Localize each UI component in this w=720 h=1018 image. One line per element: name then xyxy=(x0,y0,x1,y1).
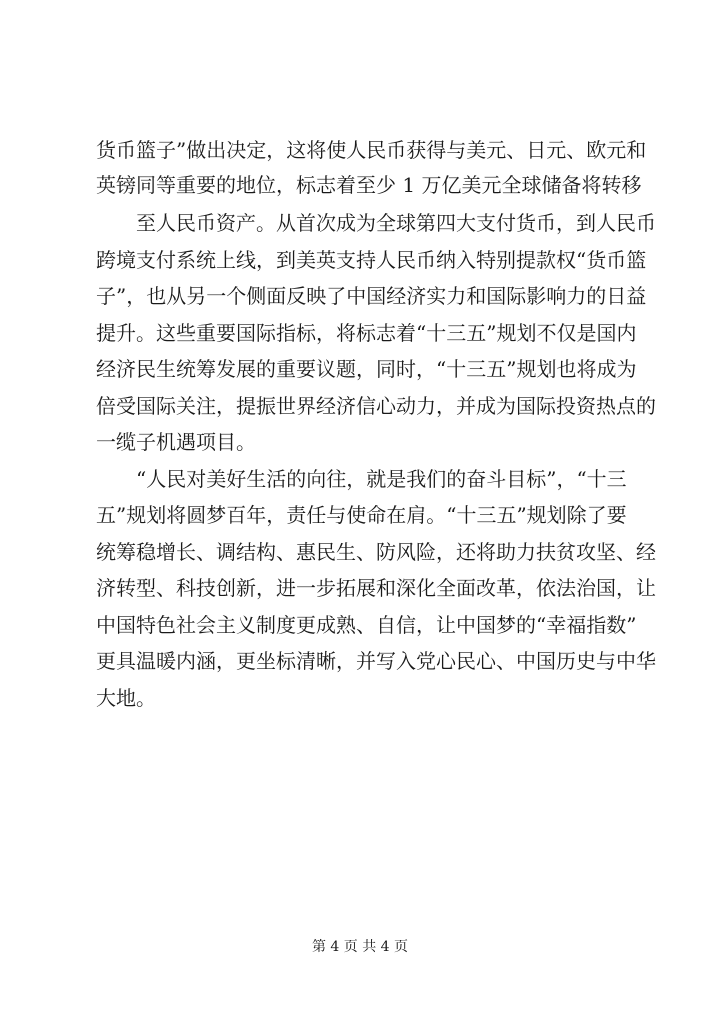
text-line: 更具温暖内涵，更坐标清晰，并写入党心民心、中国历史与中华 xyxy=(96,649,656,673)
text-line: 至人民币资产。从首次成为全球第四大支付货币，到人民币 xyxy=(136,211,656,235)
text-line: “人民对美好生活的向往，就是我们的奋斗目标”，“十三 xyxy=(136,467,627,491)
page-number: 第 4 页 共 4 页 xyxy=(311,939,409,955)
text-line: 大地。 xyxy=(96,686,156,710)
text-line: 跨境支付系统上线，到美英支持人民币纳入特别提款权“货币篮 xyxy=(96,248,647,272)
text-line: 一缆子机遇项目。 xyxy=(96,430,256,454)
text-line: 倍受国际关注，提振世界经济信心动力，并成为国际投资热点的 xyxy=(96,394,656,418)
text-line: 英镑同等重要的地位，标志着至少 1 万亿美元全球储备将转移 xyxy=(96,173,642,197)
text-line: 中国特色社会主义制度更成熟、自信，让中国梦的“幸福指数” xyxy=(96,613,637,637)
text-line: 经济民生统筹发展的重要议题，同时，“十三五”规划也将成为 xyxy=(96,357,637,381)
text-line: 提升。这些重要国际指标，将标志着“十三五”规划不仅是国内 xyxy=(96,321,637,345)
text-line: 子”，也从另一个侧面反映了中国经济实力和国际影响力的日益 xyxy=(96,284,647,308)
text-line: 统筹稳增长、调结构、惠民生、防风险，还将助力扶贫攻坚、经 xyxy=(96,540,656,564)
text-line: 五”规划将圆梦百年，责任与使命在肩。“十三五”规划除了要 xyxy=(96,503,627,527)
text-line: 济转型、科技创新，进一步拓展和深化全面改革，依法治国，让 xyxy=(96,576,656,600)
text-line: 货币篮子”做出决定，这将使人民币获得与美元、日元、欧元和 xyxy=(96,138,647,162)
